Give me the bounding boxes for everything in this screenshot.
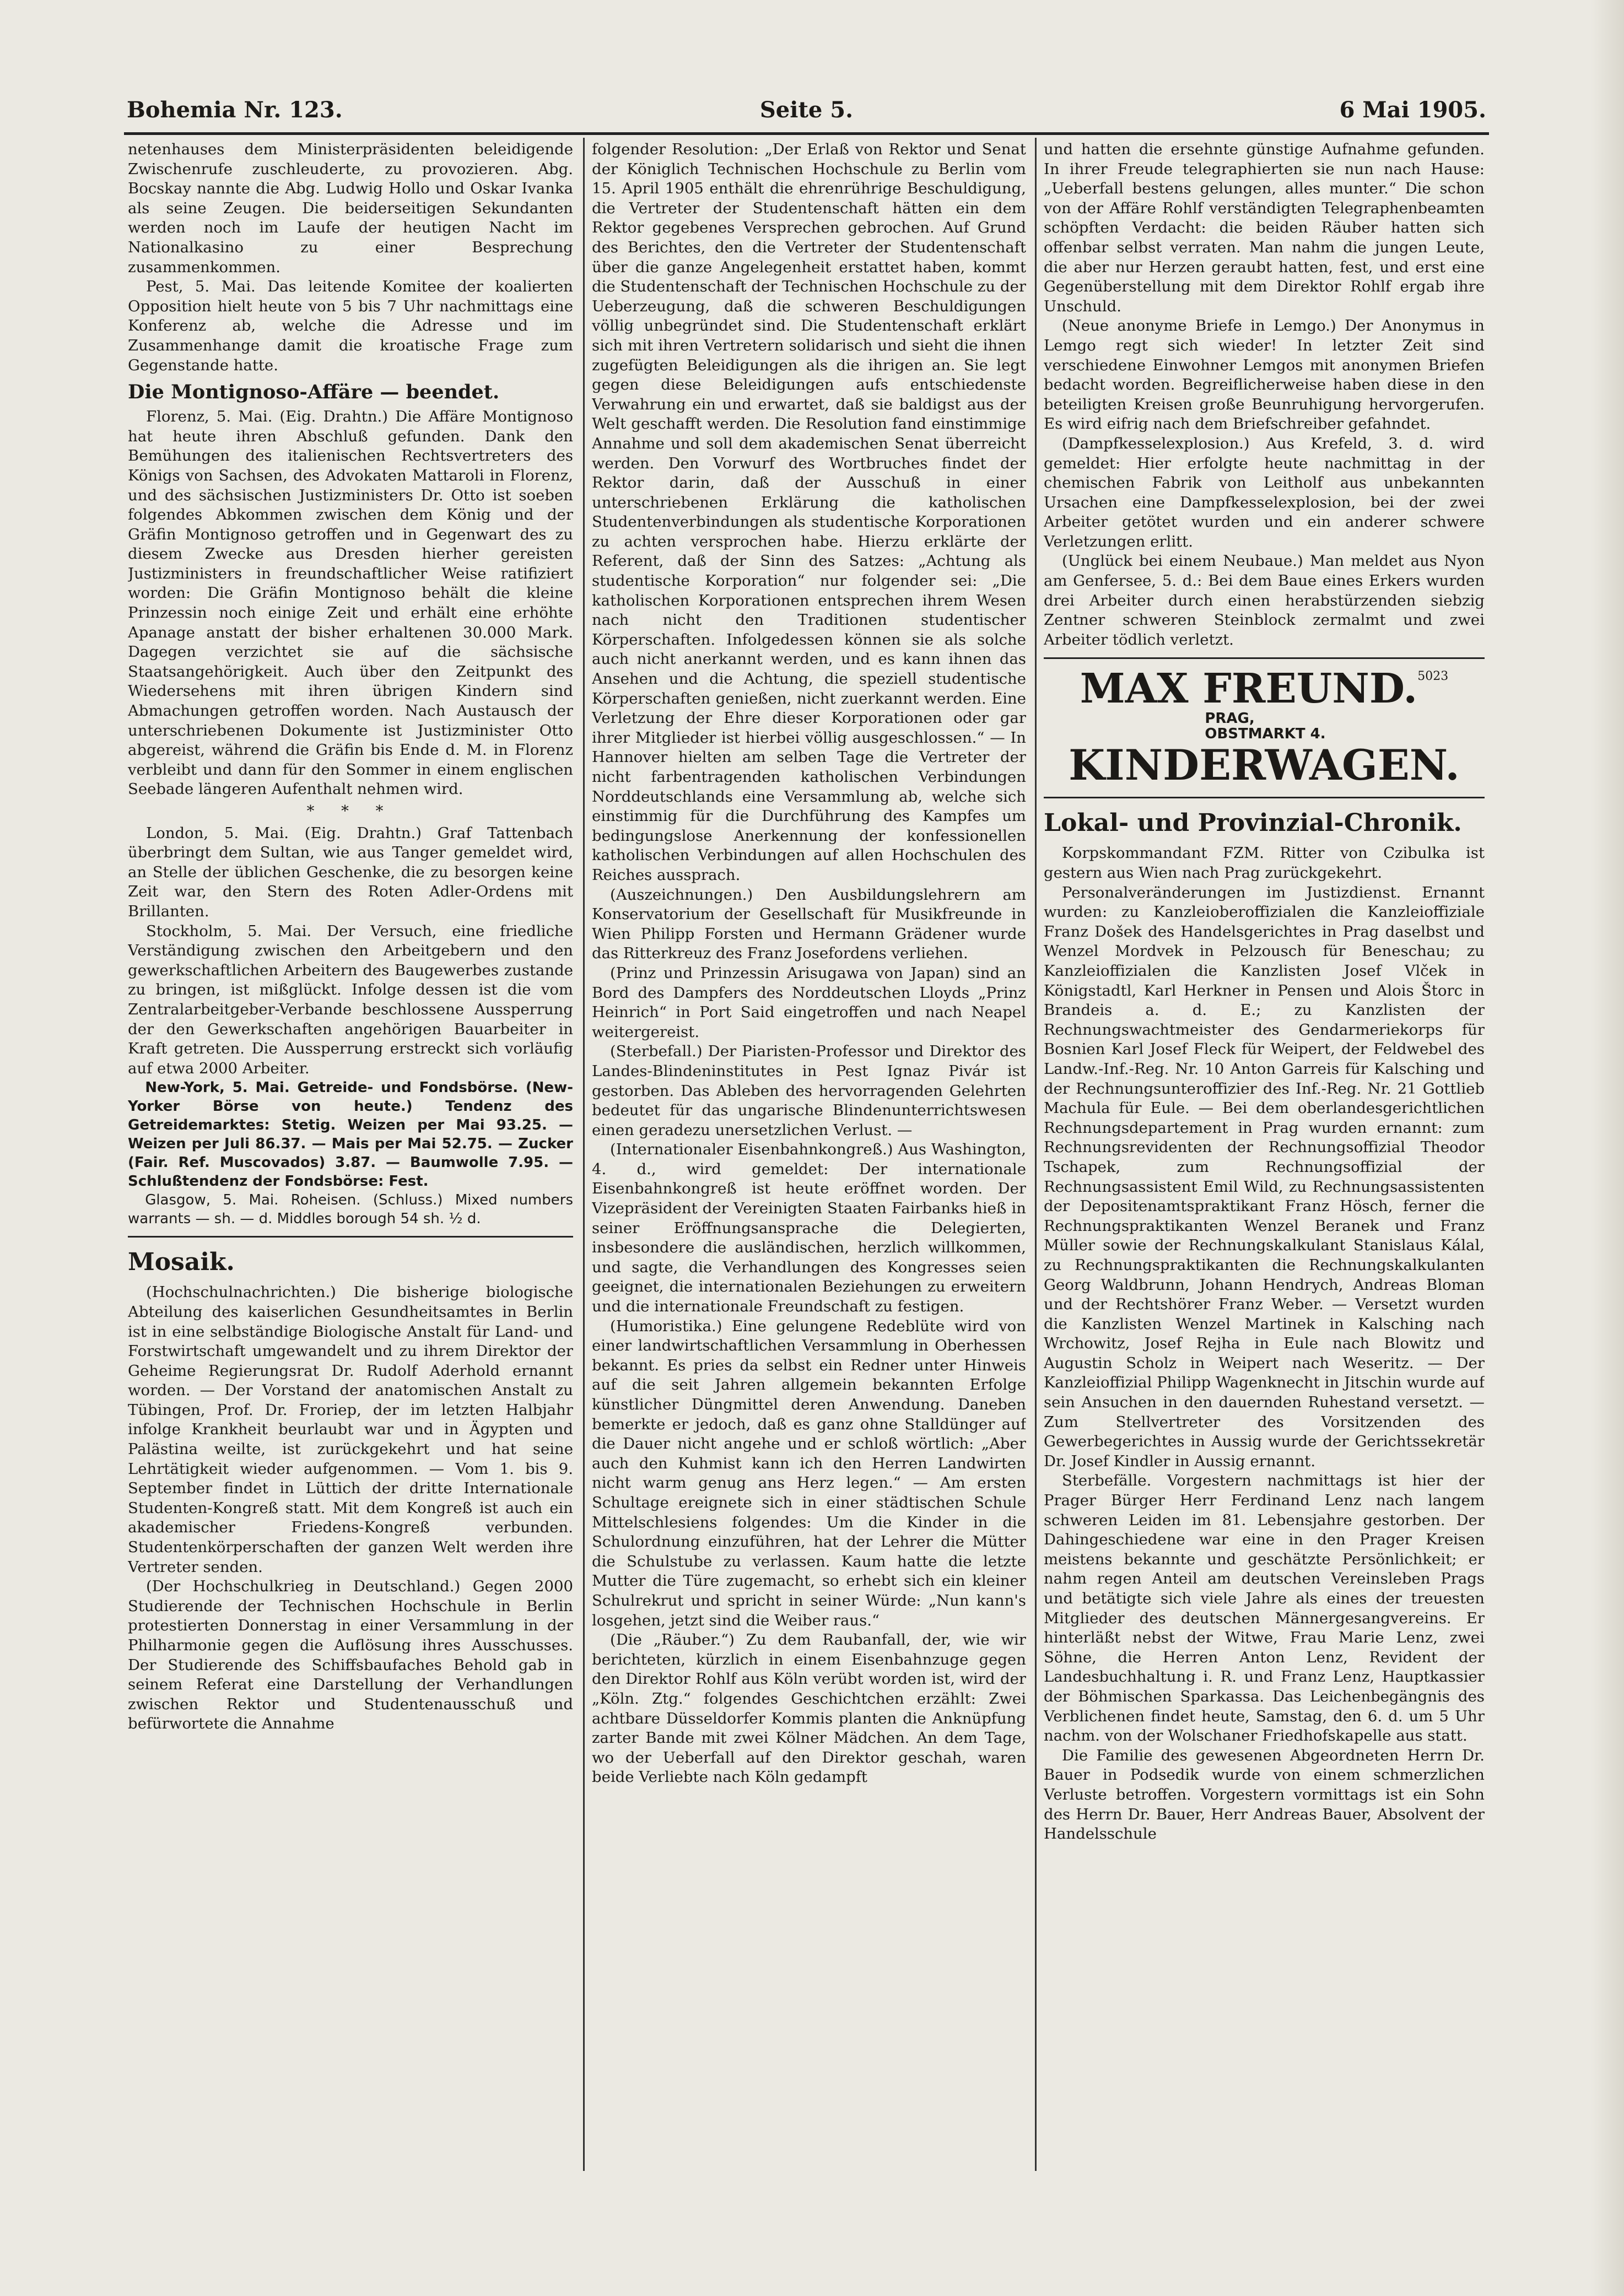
advert-rule-bottom [1044, 797, 1485, 798]
article-text: (Unglück bei einem Neubaue.) Man meldet aus Nyon am Genfersee, 5. d.: Bei dem Baue eines Erkers wurden drei Arbeiter durch einen herabstürzenden siebzig Zentner schweren Steinblock zermalmt und zwei Arbeiter tödlich verletzt. [1044, 552, 1485, 649]
article-text: (Dampfkesselexplosion.) Aus Krefeld, 3. d. wird gemeldet: Hier erfolgte heute nachmittag in der chemischen Fabrik von Leitholf aus unbekannten Ursachen eine Dampfkesselexplosion, bei der zwei Arbeiter getötet wurden und ein anderer schwere Verletzungen erlitt. [1044, 434, 1485, 550]
column-3 [1044, 140, 1485, 2157]
article-text: Korpskommandant FZM. Ritter von Czibulka ist gestern aus Wien nach Prag zurückgekehrt. [1044, 844, 1485, 882]
column-divider-1 [583, 138, 585, 2171]
advert-rule-top [1044, 657, 1485, 659]
header-page-number: Seite 5. [759, 97, 854, 123]
article-text: (Humoristika.) Eine gelungene Redeblüte wird von einer landwirtschaftlichen Versammlung in Oberhessen bekannt. Es pries da selbst ein Redner unter Hinweis auf die seit Jahren allgemein bekannten Erfolge künstlicher Düngmittel deren Anwendung. Daneben bemerkte er jedoch, daß es ganz ohne Stalldünger auf die Dauer nicht angehe und er schloß wörtlich: „Aber auch den Kuhmist kann ich den Herren Landwirten nicht warm genug ans Herz legen.“ — Am ersten Schultage ereignete sich in einer städtischen Schule Mittelschlesiens folgendes: Um die Kinder in die Schulordnung einzuführen, hat der Lehrer die Mütter die Schulstube zu verlassen. Kaum hatte die letzte Mutter die Türe zugemacht, so erhebt sich ein kleiner Schulrekrut und spricht in seiner Würde: „Nun kann's losgehen, jetzt sind die Weiber raus.“ [592, 1317, 1026, 1629]
advert-number: 5023 [1417, 669, 1449, 684]
article-text: (Hochschulnachrichten.) Die bisherige biologische Abteilung des kaiserlichen Gesundheitsamtes in Berlin ist in eine selbständige Biologische Anstalt für Land- und Forstwirtschaft umgewandelt und zu ihrem Direktor der Geheime Regierungsrat Dr. Rudolf Aderhold ernannt worden. — Der Vorstand der anatomischen Anstalt zu Tübingen, Prof. Dr. Froriep, der im letzten Halbjahr infolge Krankheit beurlaubt war und in Ägypten und Palästina weilte, ist zurückgekehrt und hat seine Lehrtätigkeit wieder aufgenommen. — Vom 1. bis 9. September findet in Lüttich der dritte Internationale Studenten-Kongreß statt. Mit dem Kongreß ist auch ein akademischer Friedens-Kongreß verbunden. Studentenkörperschaften der ganzen Welt werden ihre Vertreter senden. [128, 1283, 573, 1576]
article-text: Pest, 5. Mai. Das leitende Komitee der koalierten Opposition hielt heute von 5 bis 7 Uhr nachmittags eine Konferenz ab, welche die Adresse und im Zusammenhange damit die kroatische Frage zum Gegenstande hatte. [128, 278, 573, 374]
article-text: folgender Resolution: „Der Erlaß von Rektor und Senat der Königlich Technischen Hochschule zu Berlin vom 15. April 1905 enthält die ehrenrührige Beschuldigung, die Vertreter der Studentenschaft hätten ein dem Rektor gegebenes Versprechen gebrochen. Auf Grund des Berichtes, den die Vertreter der Studentenschaft über die ganze Angelegenheit erstattet haben, kommt die Studentenschaft der Technischen Hochschule zu der Ueberzeugung, daß die schweren Beschuldigungen völlig unbegründet sind. Die Studentenschaft erklärt sich mit ihren Vertretern solidarisch und sieht die ihnen zugefügten Beleidigungen als die ihrigen an. Sie legt gegen diese Beleidigungen aufs entschiedenste Verwahrung ein und erwartet, daß sie baldigst aus der Welt geschafft werden. Die Resolution fand einstimmige Annahme und soll dem akademischen Senat überreicht werden. Den Vorwurf des Wortbruches findet der Rektor darin, daß der Ausschuß in einer unterschriebenen Erklärung die katholischen Studentenverbindungen als studentische Korporationen zu achten versprochen habe. Hierzu erklärte der Referent, daß der Sinn des Satzes: „Achtung als studentische Korporation“ nur folgender sei: „Die katholischen Korporationen entsprechen ihrem Wesen nach nicht den Traditionen studentischer Körperschaften. Infolgedessen können sie als solche auch nicht anerkannt werden, und es kann ihnen das Ansehen und die Achtung, die speziell studentische Körperschaften genießen, nicht zuerkannt werden. Eine Verletzung der Ehre dieser Korporationen oder gar ihrer Mitglieder ist hierbei völlig ausgeschlossen.“ — In Hannover hielten am selben Tage die Vertreter der nicht farbentragenden katholischen Verbindungen Norddeutschlands eine Versammlung ab, welche sich einstimmig für die Durchführung des Kampfes um bedingungslose Anerkennung der konfessionellen katholischen Verbindungen auf allen Hochschulen des Reiches aussprach. [592, 141, 1026, 884]
article-text: (Auszeichnungen.) Den Ausbildungslehrern am Konservatorium der Gesellschaft für Musikfreunde in Wien Philipp Forsten und Hermann Grädener wurde das Ritterkreuz des Franz Josefordens verliehen. [592, 885, 1026, 963]
header-masthead: Bohemia Nr. 123. [127, 97, 343, 123]
page-edge-shadow [1591, 0, 1624, 2296]
market-report [128, 1078, 573, 1228]
article-text: London, 5. Mai. (Eig. Drahtn.) Graf Tattenbach überbringt dem Sultan, wie aus Tanger gemeldet wird, an Stelle der üblichen Geschenke, die zu besorgen keine Zeit war, den Stern des Roten Adler-Ordens mit Brillanten. [128, 824, 573, 920]
advert-company-name: MAX FREUND. [1080, 665, 1418, 713]
header-rule [124, 132, 1489, 135]
article-text: (Sterbefall.) Der Piaristen-Professor und Direktor des Landes-Blindeninstitutes in Pest Ignaz Pivár ist gestorben. Das Ableben des hervorragenden Gelehrten bedeutet für das ungarische Blindenunterrichtswesen einen geradezu unersetzlichen Verlust. — [592, 1042, 1026, 1139]
advert-city: PRAG, [1205, 710, 1255, 727]
article-text: Sterbefälle. Vorgestern nachmittags ist hier der Prager Bürger Herr Ferdinand Lenz nach langem schweren Leiden im 81. Lebensjahre gestorben. Der Dahingeschiedene war eine in den Prager Kreisen meistens bekannte und geschätzte Persönlichkeit; er nahm regen Anteil am deutschen Vereinsleben Prags und betätigte sich viele Jahre als eines der treuesten Mitglieder des deutschen Männergesangvereins. Er hinterläßt nebst der Witwe, Frau Marie Lenz, zwei Söhne, die Herren Anton Lenz, Revident der Landesbuchhaltung i. R. und Franz Lenz, Hauptkassier der Böhmischen Sparkassa. Das Leichenbegängnis des Verblichenen findet heute, Samstag, den 6. d. um 5 Uhr nachm. von der Wolschaner Friedhofskapelle aus statt. [1044, 1472, 1485, 1745]
column-1 [128, 140, 573, 2157]
article-text: (Der Hochschulkrieg in Deutschland.) Gegen 2000 Studierende der Technischen Hochschule in Berlin protestierten Donnerstag in einer Versammlung in der Philharmonie gegen die Auflösung ihres Ausschusses. Der Studierende des Schiffsbaufaches Behold gab in seinem Referat eine Darstellung der Verhandlungen zwischen Rektor und Studentenausschuß und befürwortete die Annahme [128, 1578, 573, 1733]
article-text: (Internationaler Eisenbahnkongreß.) Aus Washington, 4. d., wird gemeldet: Der internationale Eisenbahnkongreß ist heute eröffnet worden. Der Vizepräsident der Vereinigten Staaten Fairbanks hieß in seiner Eröffnungsansprache die Delegierten, insbesondere die ausländischen, herzlich willkommen, und sagte, die Verhandlungen des Kongresses seien geeignet, die internationalen Beziehungen zu erweitern und die internationale Freundschaft zu festigen. [592, 1141, 1026, 1316]
article-text: netenhauses dem Ministerpräsidenten beleidigende Zwischenrufe zuschleuderte, zu provozieren. Abg. Bocskay nannte die Abg. Ludwig Hollo und Oskar Ivanka als seine Zeugen. Die beiderseitigen Sekundanten werden noch im Laufe der heutigen Nacht im Nationalkasino zu einer Besprechung zusammenkommen. [128, 141, 573, 276]
advert-product: KINDERWAGEN. [1069, 741, 1460, 790]
separator-stars: * * * [306, 802, 395, 820]
article-text: (Neue anonyme Briefe in Lemgo.) Der Anonymus in Lemgo regt sich wieder! In letzter Zeit sind verschiedene Einwohner Lemgos mit anonymen Briefen bedacht worden. Begreiflicherweise haben diese in den beteiligten Kreisen große Beunruhigung hervorgerufen. Es wird eifrig nach dem Briefschreiber gefahndet. [1044, 317, 1485, 433]
article-headline: Die Montignoso-Affäre — beendet. [128, 381, 500, 404]
article-text: (Prinz und Prinzessin Arisugawa von Japan) sind an Bord des Dampfers des Norddeutschen Lloyds „Prinz Heinrich“ in Port Said eingetroffen und nach Neapel weitergereist. [592, 964, 1026, 1041]
article-text: Stockholm, 5. Mai. Der Versuch, eine friedliche Verständigung zwischen den Arbeitgebern und den gewerkschaftlichen Arbeitern des Baugewerbes zustande zu bringen, ist mißglückt. Infolge dessen ist die vom Zentralarbeitgeber-Verbande beschlossene Aussperrung der den Gewerkschaften angehörigen Bauarbeiter in Kraft getreten. Die Aussperrung erstreckt sich vorläufig auf etwa 2000 Arbeiter. [128, 922, 573, 1077]
section-title: Mosaik. [128, 1248, 235, 1277]
section-rule [128, 1236, 573, 1238]
column-2 [592, 140, 1026, 2157]
article-text: Personalveränderungen im Justizdienst. Ernannt wurden: zu Kanzleioberoffizialen die Kanzleioffiziale Franz Došek des Handelsgerichtes in Prag daselbst und Wenzel Mordvek in Pelzousch für Beneschau; zu Kanzleioffizialen die Kanzlisten Josef Vlček in Königstadtl, Karl Herkner in Pensen und Alois Štorc in Brandeis a. d. E.; zu Kanzlisten der Rechnungswachtmeister des Gendarmeriekorps für Bosnien Karl Josef Fleck für Weipert, der Feldwebel des Landw.-Inf.-Reg. Nr. 10 Anton Garreis für Kalsching und der Rechnungsunteroffizier des Inf.-Reg. Nr. 21 Gottlieb Machula für Eule. — Bei dem oberlandesgerichtlichen Rechnungsdepartement in Prag wurden ernannt: zum Rechnungsrevidenten der Rechnungsoffizial Theodor Tschapek, zum Rechnungsoffizial der Rechnungsassistent Emil Wild, zu Rechnungsassistenten der Depositenamtspraktikant Franz Hösch, ferner die Rechnungspraktikanten Wenzel Beranek und Franz Müller sowie der Rechnungskalkulant Stanislaus Kálal, zu Rechnungspraktikanten die Rechnungskalkulanten Georg Waldbrunn, Johann Hendrych, Andreas Bloman und der Rechtshörer Franz Weber. — Versetzt wurden die Kanzlisten Wenzel Martinek in Kalsching nach Wrchowitz, Josef Rejha in Eule nach Blowitz und Augustin Scholz in Weipert nach Weseritz. — Der Kanzleioffizial Philipp Wagenknecht in Jitschin wurde auf sein Ansuchen in den dauernden Ruhestand versetzt. — Zum Stellvertreter des Vorsitzenden des Gewerbegerichtes in Aussig wurde der Gerichtssekretär Dr. Josef Kindler in Aussig ernannt. [1044, 883, 1485, 1470]
article-text: Florenz, 5. Mai. (Eig. Drahtn.) Die Affäre Montignoso hat heute ihren Abschluß gefunden. Dank den Bemühungen des italienischen Rechtsvertreters des Königs von Sachsen, des Advokaten Mattaroli in Florenz, und des sächsischen Justizministers Dr. Otto ist soeben folgendes Abkommen zwischen dem König und der Gräfin Montignoso getroffen und in Gegenwart des zu diesem Zwecke aus Dresden hierher gereisten Justizministers in freundschaftlicher Weise ratifiziert worden: Die Gräfin Montignoso behält die kleine Prinzessin noch einige Zeit und erhält eine erhöhte Apanage anstatt der bisher erhaltenen 30.000 Mark. Dagegen verzichtet sie auf die sächsische Staatsangehörigkeit. Auch über den Zeitpunkt des Wiedersehens mit ihren übrigen Kindern sind Abmachungen getroffen worden. Nach Austausch der unterschriebenen Dokumente ist Justizminister Otto abgereist, während die Gräfin bis Ende d. M. in Florenz verbleibt und dann für den Sommer in einem englischen Seebade längeren Aufenthalt nehmen wird. [128, 408, 573, 798]
advert-street: OBSTMARKT 4. [1205, 726, 1326, 743]
market-text: Glasgow, 5. Mai. Roheisen. (Schluss.) Mixed numbers warrants — sh. — d. Middles borough 54 sh. ½ d. [128, 1192, 573, 1228]
section-title: Lokal- und Provinzial-Chronik. [1044, 809, 1462, 838]
article-text: und hatten die ersehnte günstige Aufnahme gefunden. In ihrer Freude telegraphierten sie nun nach Hause: „Ueberfall bestens gelungen, alles munter.“ Die schon von der Affäre Rohlf verständigten Telegraphenbeamten schöpften Verdacht: die beiden Räuber hatten sich offenbar selbst verraten. Man nahm die jungen Leute, die aber nur Herzen geraubt hatten, fest, und erst eine Gegenüberstellung mit dem Direktor Rohlf ergab ihre Unschuld. [1044, 141, 1485, 315]
column-divider-2 [1035, 138, 1037, 2171]
article-text: (Die „Räuber.“) Zu dem Raubanfall, der, wie wir berichteten, kürzlich in einem Eisenbahnzuge gegen den Direktor Rohlf aus Köln verübt worden ist, wird der „Köln. Ztg.“ folgendes Geschichtchen erzählt: Zwei achtbare Düsseldorfer Kommis planten die Anknüpfung zarter Bande mit zwei Kölner Mädchen. An dem Tage, wo der Ueberfall auf den Direktor geschah, waren beide Verliebte nach Köln gedampft [592, 1631, 1026, 1786]
market-text: New-York, 5. Mai. Getreide- und Fondsbörse. (New-Yorker Börse von heute.) Tendenz des Getreidemarktes: Stetig. Weizen per Mai 93.25. — Weizen per Juli 86.37. — Mais per Mai 52.75. — Zucker (Fair. Ref. Muscovados) 3.87. — Baumwolle 7.95. — Schlußtendenz der Fondsbörse: Fest. [128, 1079, 573, 1190]
header-date: 6 Mai 1905. [1339, 97, 1486, 123]
advert-address [1205, 711, 1325, 742]
advertisement [1044, 667, 1485, 789]
article-text: Die Familie des gewesenen Abgeordneten Herrn Dr. Bauer in Podsedik wurde von einem schmerzlichen Verluste betroffen. Vorgestern vormittags ist ein Sohn des Herrn Dr. Bauer, Herr Andreas Bauer, Absolvent der Handelsschule [1044, 1746, 1485, 1843]
page-header [127, 93, 1486, 131]
